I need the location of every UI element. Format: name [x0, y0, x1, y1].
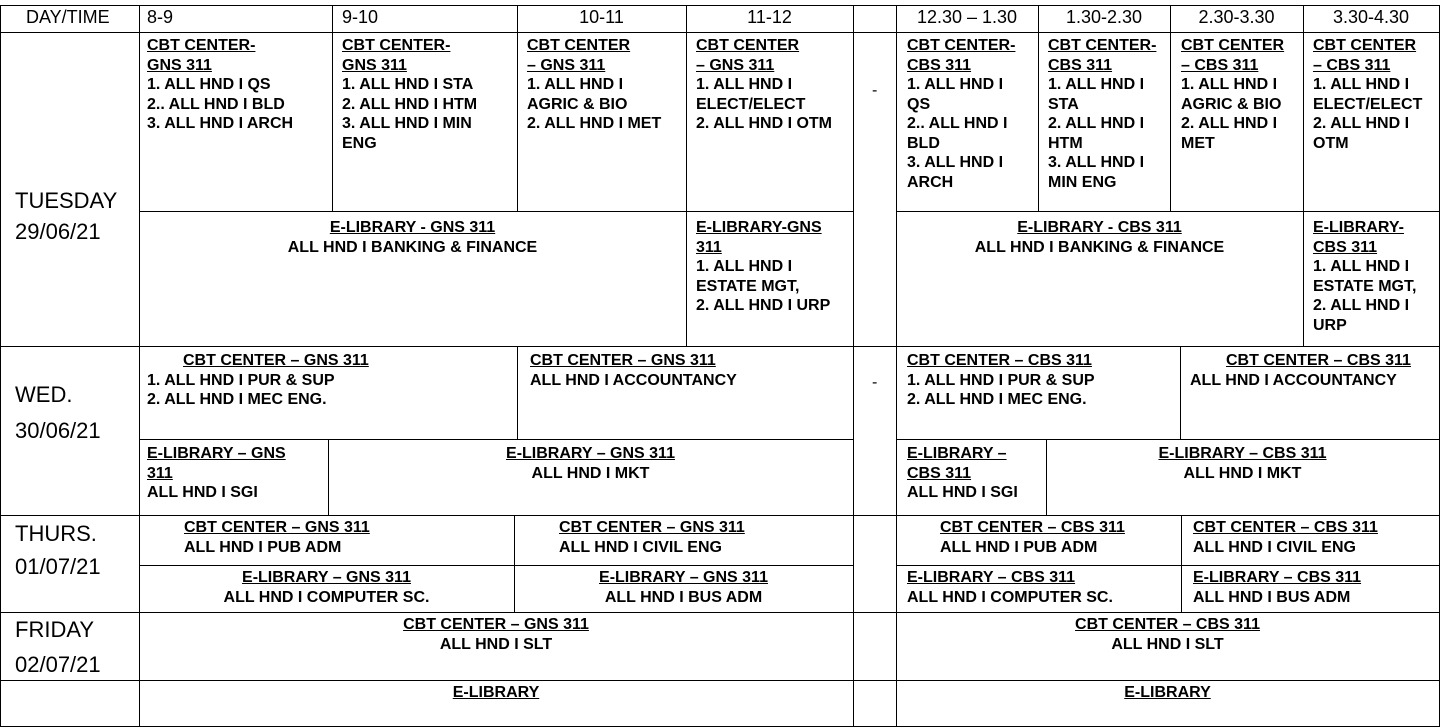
header-slot: 11-12 [747, 7, 792, 27]
grid-line [1181, 515, 1182, 613]
cell-line: CBT CENTER- [147, 37, 256, 54]
cell-line: CBT CENTER – GNS 311 [183, 352, 369, 369]
cell-line: ALL HND I BANKING & FINANCE [287, 238, 538, 256]
cell-line: – GNS 311 [696, 56, 775, 74]
cbt-cell [1313, 36, 1422, 153]
grid-line [0, 5, 1, 727]
header-daytime: DAY/TIME [26, 7, 110, 27]
cell-line: AGRIC & BIO [527, 95, 628, 113]
cell-line: 1. ALL HND I [1181, 76, 1278, 93]
cell-line: ENG [342, 134, 377, 152]
cell-line: ALL HND I BANKING & FINANCE [974, 238, 1225, 256]
break-dash: - [872, 374, 878, 391]
grid-line [1038, 5, 1039, 212]
cell-line: CBS 311 [1048, 56, 1113, 74]
cell-line: ALL HND I BUS ADM [604, 588, 763, 606]
cell-line: 1. ALL HND I [1313, 76, 1410, 93]
cell-line: ALL HND I BUS ADM [1193, 588, 1351, 606]
cell-line: ALL HND I SGI [907, 484, 1018, 501]
cbt-cell [530, 351, 737, 390]
cell-line: E-LIBRARY - CBS 311 [1017, 219, 1182, 236]
day-name: THURS. [15, 521, 97, 546]
grid-line [0, 346, 1440, 347]
cell-line: E-LIBRARY- [1313, 219, 1404, 236]
cell-line: 3. ALL HND I [907, 154, 1004, 171]
cell-line: 3. ALL HND I MIN [342, 115, 472, 132]
cbt-cell [696, 36, 832, 134]
elibrary-cell [514, 568, 853, 607]
elibrary-cell [896, 683, 1439, 703]
cell-line: ALL HND I ACCOUNTANCY [530, 371, 737, 389]
cell-line: ARCH [907, 173, 954, 191]
cell-line: ALL HND I SGI [147, 484, 258, 501]
day-date: 02/07/21 [15, 652, 101, 677]
grid-line [1170, 5, 1171, 212]
grid-line [332, 5, 333, 212]
elibrary-cell [139, 683, 853, 703]
header-slot: 10-11 [579, 7, 624, 27]
cell-line: HTM [1048, 134, 1083, 152]
cell-line: URP [1313, 316, 1347, 334]
grid-line [139, 439, 853, 440]
cell-line: ALL HND I CIVIL ENG [1193, 538, 1356, 556]
day-name: TUESDAY [15, 188, 118, 213]
cbt-cell [139, 615, 853, 654]
grid-line [896, 211, 1440, 212]
elibrary-cell [139, 218, 686, 257]
cell-line: 1. ALL HND I QS [147, 76, 271, 93]
elibrary-cell [896, 218, 1303, 257]
cbt-cell [907, 351, 1095, 410]
grid-line [686, 5, 687, 347]
cell-line: ESTATE MGT, [1313, 277, 1417, 295]
cell-line: ALL HND I CIVIL ENG [559, 538, 722, 556]
cell-line: 311 [696, 238, 722, 256]
cell-line: CBS 311 [1313, 238, 1378, 256]
grid-line [517, 5, 518, 212]
cell-line: BLD [907, 134, 940, 152]
header-slot: 3.30-4.30 [1332, 7, 1410, 27]
cell-line: 1. ALL HND I [1048, 76, 1145, 93]
cell-line: CBT CENTER – GNS 311 [559, 519, 745, 536]
elibrary-cell [1313, 218, 1416, 335]
grid-line [0, 680, 1440, 681]
cell-line: 2. ALL HND I [1313, 115, 1410, 132]
cell-line: 2. ALL HND I MET [527, 115, 662, 132]
cell-line: – GNS 311 [527, 56, 606, 74]
cbt-cell [147, 36, 293, 134]
cell-line: 1. ALL HND I [696, 258, 793, 275]
cell-line: CBT CENTER [1313, 37, 1417, 54]
cell-line: E-LIBRARY – CBS 311 [907, 569, 1076, 586]
elibrary-cell [907, 568, 1113, 607]
day-name: FRIDAY [15, 617, 95, 642]
header-slot: 12.30 – 1.30 [916, 7, 1018, 27]
day-date: 29/06/21 [15, 219, 101, 244]
cbt-cell [1193, 518, 1378, 557]
cell-line: E-LIBRARY-GNS [696, 219, 822, 236]
grid-line [0, 515, 1440, 516]
cell-line: CBT CENTER – CBS 311 [1193, 519, 1378, 536]
cell-line: CBS 311 [907, 464, 972, 482]
cell-line: 3. ALL HND I [1048, 154, 1145, 171]
cell-line: ALL HND I MKT [1183, 464, 1302, 482]
cell-line: CBT CENTER [1181, 37, 1285, 54]
cell-line: 2. ALL HND I MEC ENG. [907, 391, 1087, 408]
cell-line: E-LIBRARY – GNS [147, 445, 286, 462]
grid-line [0, 726, 1440, 727]
cell-line: OTM [1313, 134, 1349, 152]
grid-line [139, 211, 853, 212]
day-name: WED. [15, 382, 73, 407]
cell-line: 2. ALL HND I MEC ENG. [147, 391, 327, 408]
cell-line: 3. ALL HND I ARCH [147, 115, 294, 132]
cell-line: GNS 311 [147, 56, 212, 74]
cbt-cell [527, 36, 661, 134]
grid-line [896, 439, 1440, 440]
header-slot: 2.30-3.30 [1198, 7, 1275, 27]
cell-line: 2. ALL HND I [1048, 115, 1145, 132]
cell-line: GNS 311 [342, 56, 407, 74]
grid-line [853, 5, 854, 727]
cell-line: ELECT/ELECT [1313, 95, 1423, 113]
cell-line: E-LIBRARY – GNS 311 [242, 569, 411, 586]
grid-line [0, 5, 1440, 6]
grid-line [139, 565, 853, 566]
cell-line: E-LIBRARY – GNS 311 [506, 445, 675, 462]
cell-line: CBT CENTER- [342, 37, 451, 54]
cell-line: MIN ENG [1048, 173, 1117, 191]
cell-line: CBT CENTER [527, 37, 631, 54]
cell-line: 1. ALL HND I [907, 76, 1004, 93]
cbt-cell [940, 518, 1125, 557]
cell-line: 1. ALL HND I [1313, 258, 1410, 275]
cell-line: ALL HND I SLT [1111, 635, 1224, 653]
cell-line: CBS 311 [907, 56, 972, 74]
cbt-cell [559, 518, 745, 557]
cell-line: CBT CENTER – CBS 311 [940, 519, 1125, 536]
cell-line: 311 [147, 464, 173, 482]
header-slot: 8-9 [147, 7, 174, 27]
elibrary-cell [328, 444, 853, 483]
grid-line [0, 612, 1440, 613]
cbt-cell [184, 518, 370, 557]
cell-line: E-LIBRARY [452, 684, 540, 701]
cell-line: E-LIBRARY [1124, 684, 1211, 701]
cell-line: AGRIC & BIO [1181, 95, 1282, 113]
cell-line: ALL HND I MKT [531, 464, 650, 482]
cell-line: E-LIBRARY – CBS 311 [1193, 569, 1362, 586]
cell-line: CBT CENTER – CBS 311 [907, 352, 1092, 369]
cell-line: STA [1048, 95, 1079, 113]
cbt-cell [342, 36, 477, 153]
cbt-cell [1181, 36, 1284, 153]
cbt-cell [1048, 36, 1156, 192]
cell-line: 2. ALL HND I [1313, 297, 1410, 314]
elibrary-cell [696, 218, 830, 316]
cell-line: E-LIBRARY – [907, 445, 1007, 462]
cell-line: ALL HND I PUB ADM [940, 538, 1098, 556]
cell-line: 1. ALL HND I PUR & SUP [907, 371, 1095, 389]
elibrary-cell [147, 444, 286, 503]
cbt-cell [147, 351, 369, 410]
cell-line: 1. ALL HND I PUR & SUP [147, 371, 335, 389]
elibrary-cell [1046, 444, 1439, 483]
cell-line: E-LIBRARY - GNS 311 [329, 219, 496, 236]
grid-line [896, 565, 1440, 566]
cell-line: – CBS 311 [1313, 56, 1391, 74]
cell-line: CBT CENTER – GNS 311 [403, 616, 589, 633]
cell-line: ESTATE MGT, [696, 277, 800, 295]
grid-line [1180, 346, 1181, 440]
cell-line: CBT CENTER – GNS 311 [530, 352, 716, 369]
cell-line: CBT CENTER- [1048, 37, 1157, 54]
cell-line: ALL HND I ACCOUNTANCY [1190, 371, 1397, 389]
cell-line: E-LIBRARY – CBS 311 [1158, 445, 1327, 462]
cell-line: 1. ALL HND I [696, 76, 793, 93]
cell-line: CBT CENTER – CBS 311 [1075, 616, 1260, 633]
cell-line: 2. ALL HND I URP [696, 297, 831, 314]
cell-line: 2. ALL HND I HTM [342, 95, 478, 113]
cell-line: 2.. ALL HND I [907, 115, 1008, 132]
grid-line [0, 32, 1440, 33]
cbt-cell [907, 36, 1015, 192]
cbt-cell [1190, 351, 1411, 390]
cell-line: ALL HND I COMPUTER SC. [907, 588, 1113, 606]
grid-line [1303, 5, 1304, 347]
break-dash: - [872, 82, 878, 99]
cell-line: MET [1181, 134, 1215, 152]
cell-line: CBT CENTER – GNS 311 [184, 519, 370, 536]
elibrary-cell [1193, 568, 1361, 607]
day-date: 01/07/21 [15, 554, 101, 579]
header-slot: 9-10 [342, 7, 379, 27]
cell-line: ELECT/ELECT [696, 95, 806, 113]
elibrary-cell [139, 568, 514, 607]
grid-line [517, 346, 518, 440]
cell-line: 2.. ALL HND I BLD [147, 95, 285, 113]
day-date: 30/06/21 [15, 418, 101, 443]
cell-line: QS [907, 95, 931, 113]
cell-line: ALL HND I SLT [439, 635, 553, 653]
cbt-cell [896, 615, 1439, 654]
cell-line: 1. ALL HND I [527, 76, 624, 93]
cell-line: 1. ALL HND I STA [342, 76, 474, 93]
cell-line: E-LIBRARY – GNS 311 [599, 569, 768, 586]
header-slot: 1.30-2.30 [1065, 7, 1143, 27]
elibrary-cell [907, 444, 1018, 503]
cell-line: CBT CENTER- [907, 37, 1016, 54]
cell-line: CBT CENTER [696, 37, 800, 54]
cell-line: ALL HND I PUB ADM [184, 538, 342, 556]
cell-line: CBT CENTER – CBS 311 [1226, 352, 1411, 369]
cell-line: 2. ALL HND I OTM [696, 115, 832, 132]
cell-line: – CBS 311 [1181, 56, 1259, 74]
cell-line: ALL HND I COMPUTER SC. [223, 588, 430, 606]
cell-line: 2. ALL HND I [1181, 115, 1278, 132]
